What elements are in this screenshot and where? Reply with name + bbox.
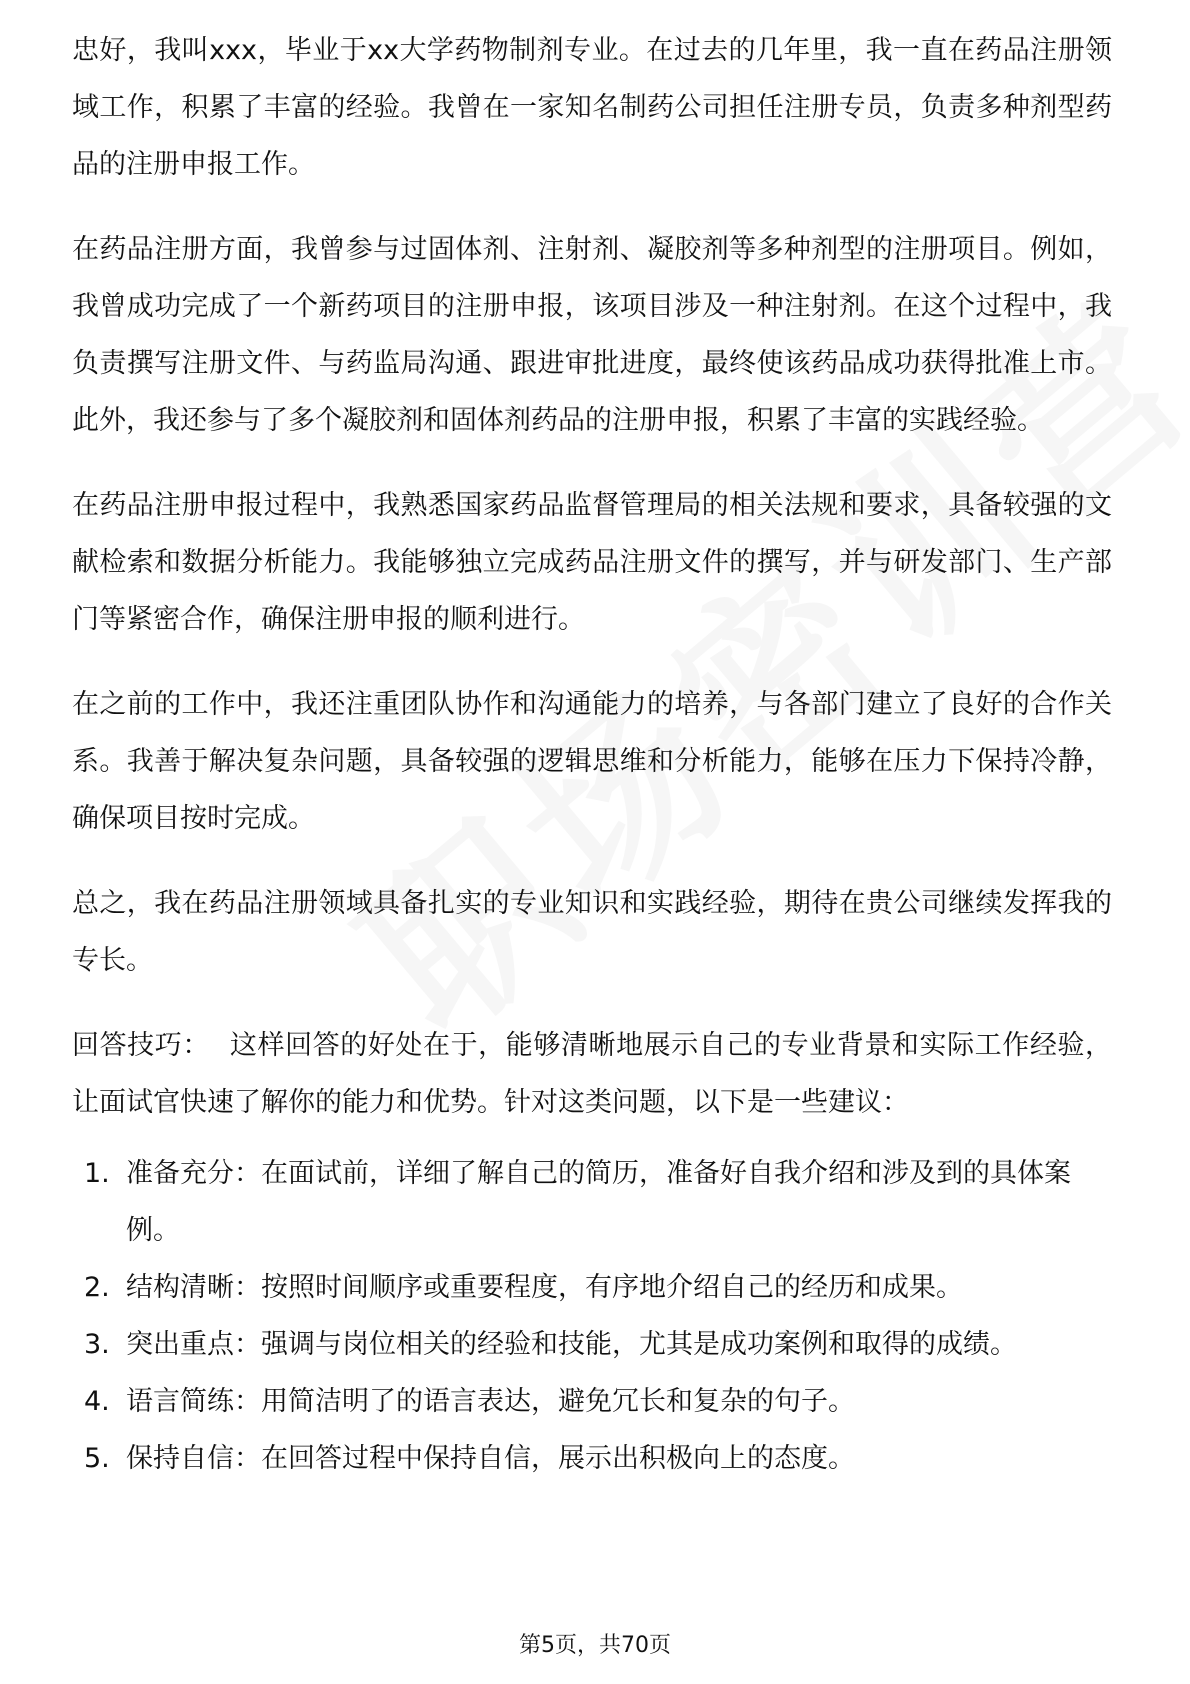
list-item-number: 4. xyxy=(84,1386,110,1417)
tips-intro: 这样回答的好处在于，能够清晰地展示自己的专业背景和实际工作经验，让面试官快速了解你的能力和优势。针对这类问题，以下是一些建议： xyxy=(72,1030,1113,1118)
paragraph-intro: 忠好，我叫xxx，毕业于xx大学药物制剂专业。在过去的几年里，我一直在药品注册领域工作，积累了丰富的经验。我曾在一家知名制药公司担任注册专员，负责多种剂型药品的注册申报工作。 xyxy=(72,35,1112,180)
list-item-text: 语言简练：用简洁明了的语言表达，避免冗长和复杂的句子。 xyxy=(126,1386,855,1417)
list-item-number: 2. xyxy=(84,1272,110,1303)
list-item xyxy=(72,1373,1112,1430)
list-item-text: 突出重点：强调与岗位相关的经验和技能，尤其是成功案例和取得的成绩。 xyxy=(126,1329,1017,1360)
tips-paragraph xyxy=(72,1017,1112,1131)
tips-list xyxy=(72,1145,1112,1487)
document-body xyxy=(72,22,1112,1487)
tips-label: 回答技巧： xyxy=(72,1030,210,1061)
paragraph-teamwork: 在之前的工作中，我还注重团队协作和沟通能力的培养，与各部门建立了良好的合作关系。我善于解决复杂问题，具备较强的逻辑思维和分析能力，能够在压力下保持冷静，确保项目按时完成。 xyxy=(72,689,1112,834)
list-item xyxy=(72,1259,1112,1316)
list-item-number: 3. xyxy=(84,1329,110,1360)
list-item-text: 准备充分：在面试前，详细了解自己的简历，准备好自我介绍和涉及到的具体案例。 xyxy=(126,1158,1071,1246)
list-item-number: 1. xyxy=(84,1158,110,1189)
list-item xyxy=(72,1145,1112,1259)
list-item-text: 结构清晰：按照时间顺序或重要程度，有序地介绍自己的经历和成果。 xyxy=(126,1272,963,1303)
list-item-text: 保持自信：在回答过程中保持自信，展示出积极向上的态度。 xyxy=(126,1443,855,1474)
list-item-number: 5. xyxy=(84,1443,110,1474)
list-item xyxy=(72,1430,1112,1487)
paragraph-regulations: 在药品注册申报过程中，我熟悉国家药品监督管理局的相关法规和要求，具备较强的文献检索和数据分析能力。我能够独立完成药品注册文件的撰写，并与研发部门、生产部门等紧密合作，确保注册申报的顺利进行。 xyxy=(72,490,1112,635)
list-item xyxy=(72,1316,1112,1373)
paragraph-summary: 总之，我在药品注册领域具备扎实的专业知识和实践经验，期待在贵公司继续发挥我的专长。 xyxy=(72,888,1112,976)
paragraph-registration-experience: 在药品注册方面，我曾参与过固体剂、注射剂、凝胶剂等多种剂型的注册项目。例如，我曾成功完成了一个新药项目的注册申报，该项目涉及一种注射剂。在这个过程中，我负责撰写注册文件、与药监局沟通、跟进审批进度，最终使该药品成功获得批准上市。此外，我还参与了多个凝胶剂和固体剂药品的注册申报，积累了丰富的实践经验。 xyxy=(72,234,1112,436)
page-number: 第5页，共70页 xyxy=(519,1633,671,1658)
